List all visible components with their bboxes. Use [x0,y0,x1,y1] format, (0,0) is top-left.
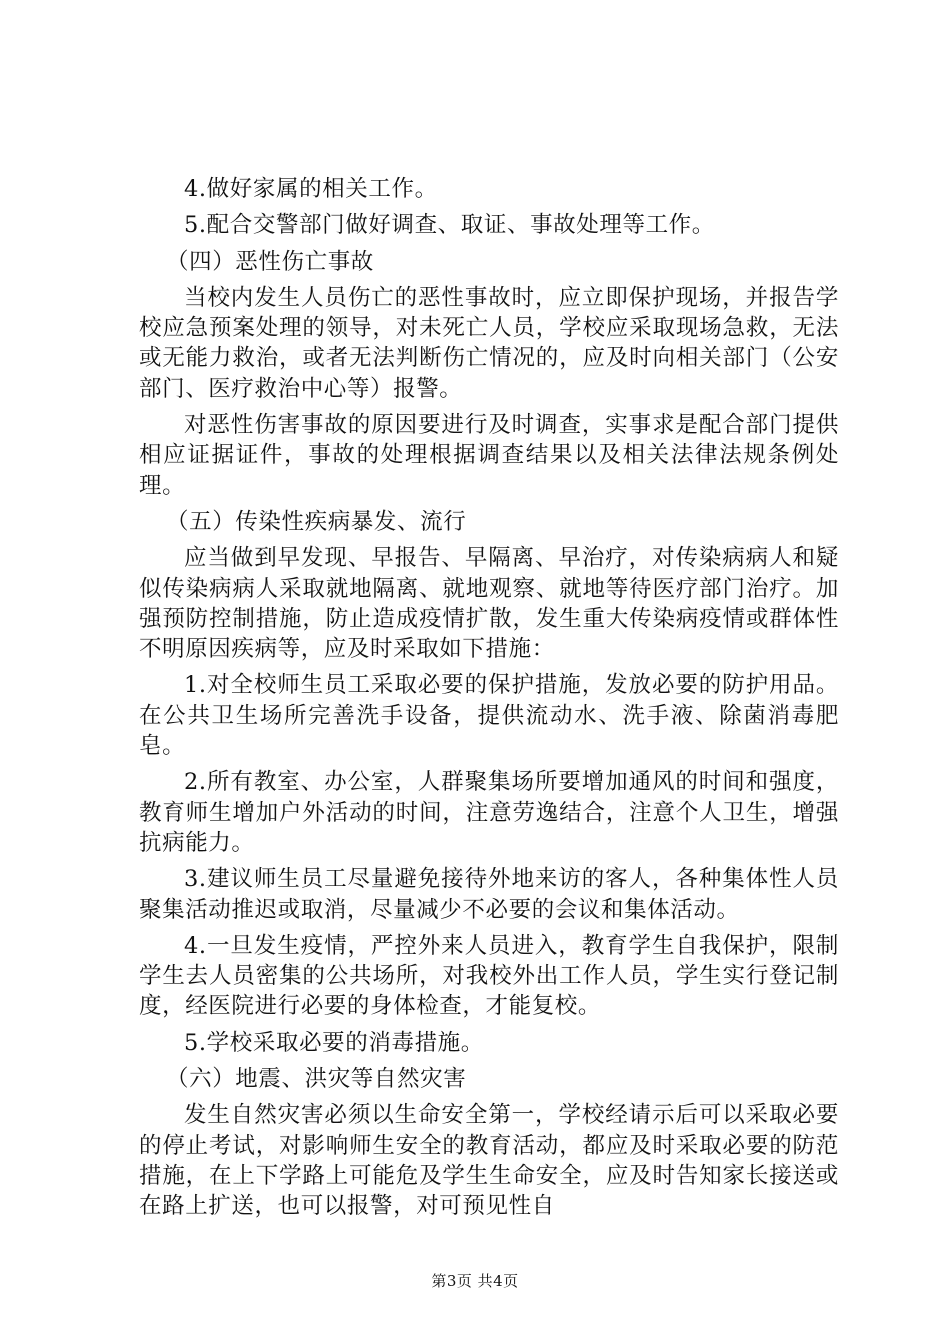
paragraph-item-4: 4.做好家属的相关工作。 [184,176,438,202]
paragraph-epidemic-response: 应当做到早发现、早报告、早隔离、早治疗，对传染病病人和疑似传染病病人采取就地隔离、就地观察、就地等待医疗部门治疗。加强预防控制措施，防止造成疫情扩散，发生重大传染病疫情或群体性不明原因疾病等，应及时采取如下措施： [139,545,839,663]
paragraph-fatal-incident: 当校内发生人员伤亡的恶性事故时，应立即保护现场，并报告学校应急预案处理的领导，对未死亡人员，学校应采取现场急救，无法或无能力救治，或者无法判断伤亡情况的，应及时向相关部门（公安部门、医疗救治中心等）报警。 [139,284,839,402]
paragraph-measure-1: 1.对全校师生员工采取必要的保护措施，发放必要的防护用品。在公共卫生场所完善洗手设备，提供流动水、洗手液、除菌消毒肥皂。 [139,672,839,760]
paragraph-investigation: 对恶性伤害事故的原因要进行及时调查，实事求是配合部门提供相应证据证件，事故的处理根据调查结果以及相关法律法规条例处理。 [139,412,839,499]
paragraph-measure-4: 4.一旦发生疫情，严控外来人员进入，教育学生自我保护，限制学生去人员密集的公共场所，对我校外出工作人员，学生实行登记制度，经医院进行必要的身体检查，才能复校。 [139,932,839,1020]
paragraph-natural-disaster: 发生自然灾害必须以生命安全第一，学校经请示后可以采取必要的停止考试，对影响师生安全的教育活动，都应及时采取必要的防范措施，在上下学路上可能危及学生生命安全，应及时告知家长接送或在路上扩送，也可以报警，对可预见性自 [139,1102,839,1220]
paragraph-measure-2: 2.所有教室、办公室，人群聚集场所要增加通风的时间和强度，教育师生增加户外活动的时间，注意劳逸结合，注意个人卫生，增强抗病能力。 [139,769,839,856]
section-heading-4: （四）恶性伤亡事故 [166,248,374,275]
page-footer: 第3页 共4页 [431,1272,519,1290]
paragraph-measure-3: 3.建议师生员工尽量避免接待外地来访的客人，各种集体性人员聚集活动推迟或取消，尽量减少不必要的会议和集体活动。 [139,866,839,923]
document-body [139,174,839,1228]
section-heading-6: （六）地震、洪灾等自然灾害 [166,1066,467,1093]
paragraph-measure-5: 5.学校采取必要的消毒措施。 [184,1029,484,1056]
paragraph-item-5: 5.配合交警部门做好调查、取证、事故处理等工作。 [184,212,715,239]
section-heading-5: （五）传染性疾病暴发、流行 [166,508,467,535]
